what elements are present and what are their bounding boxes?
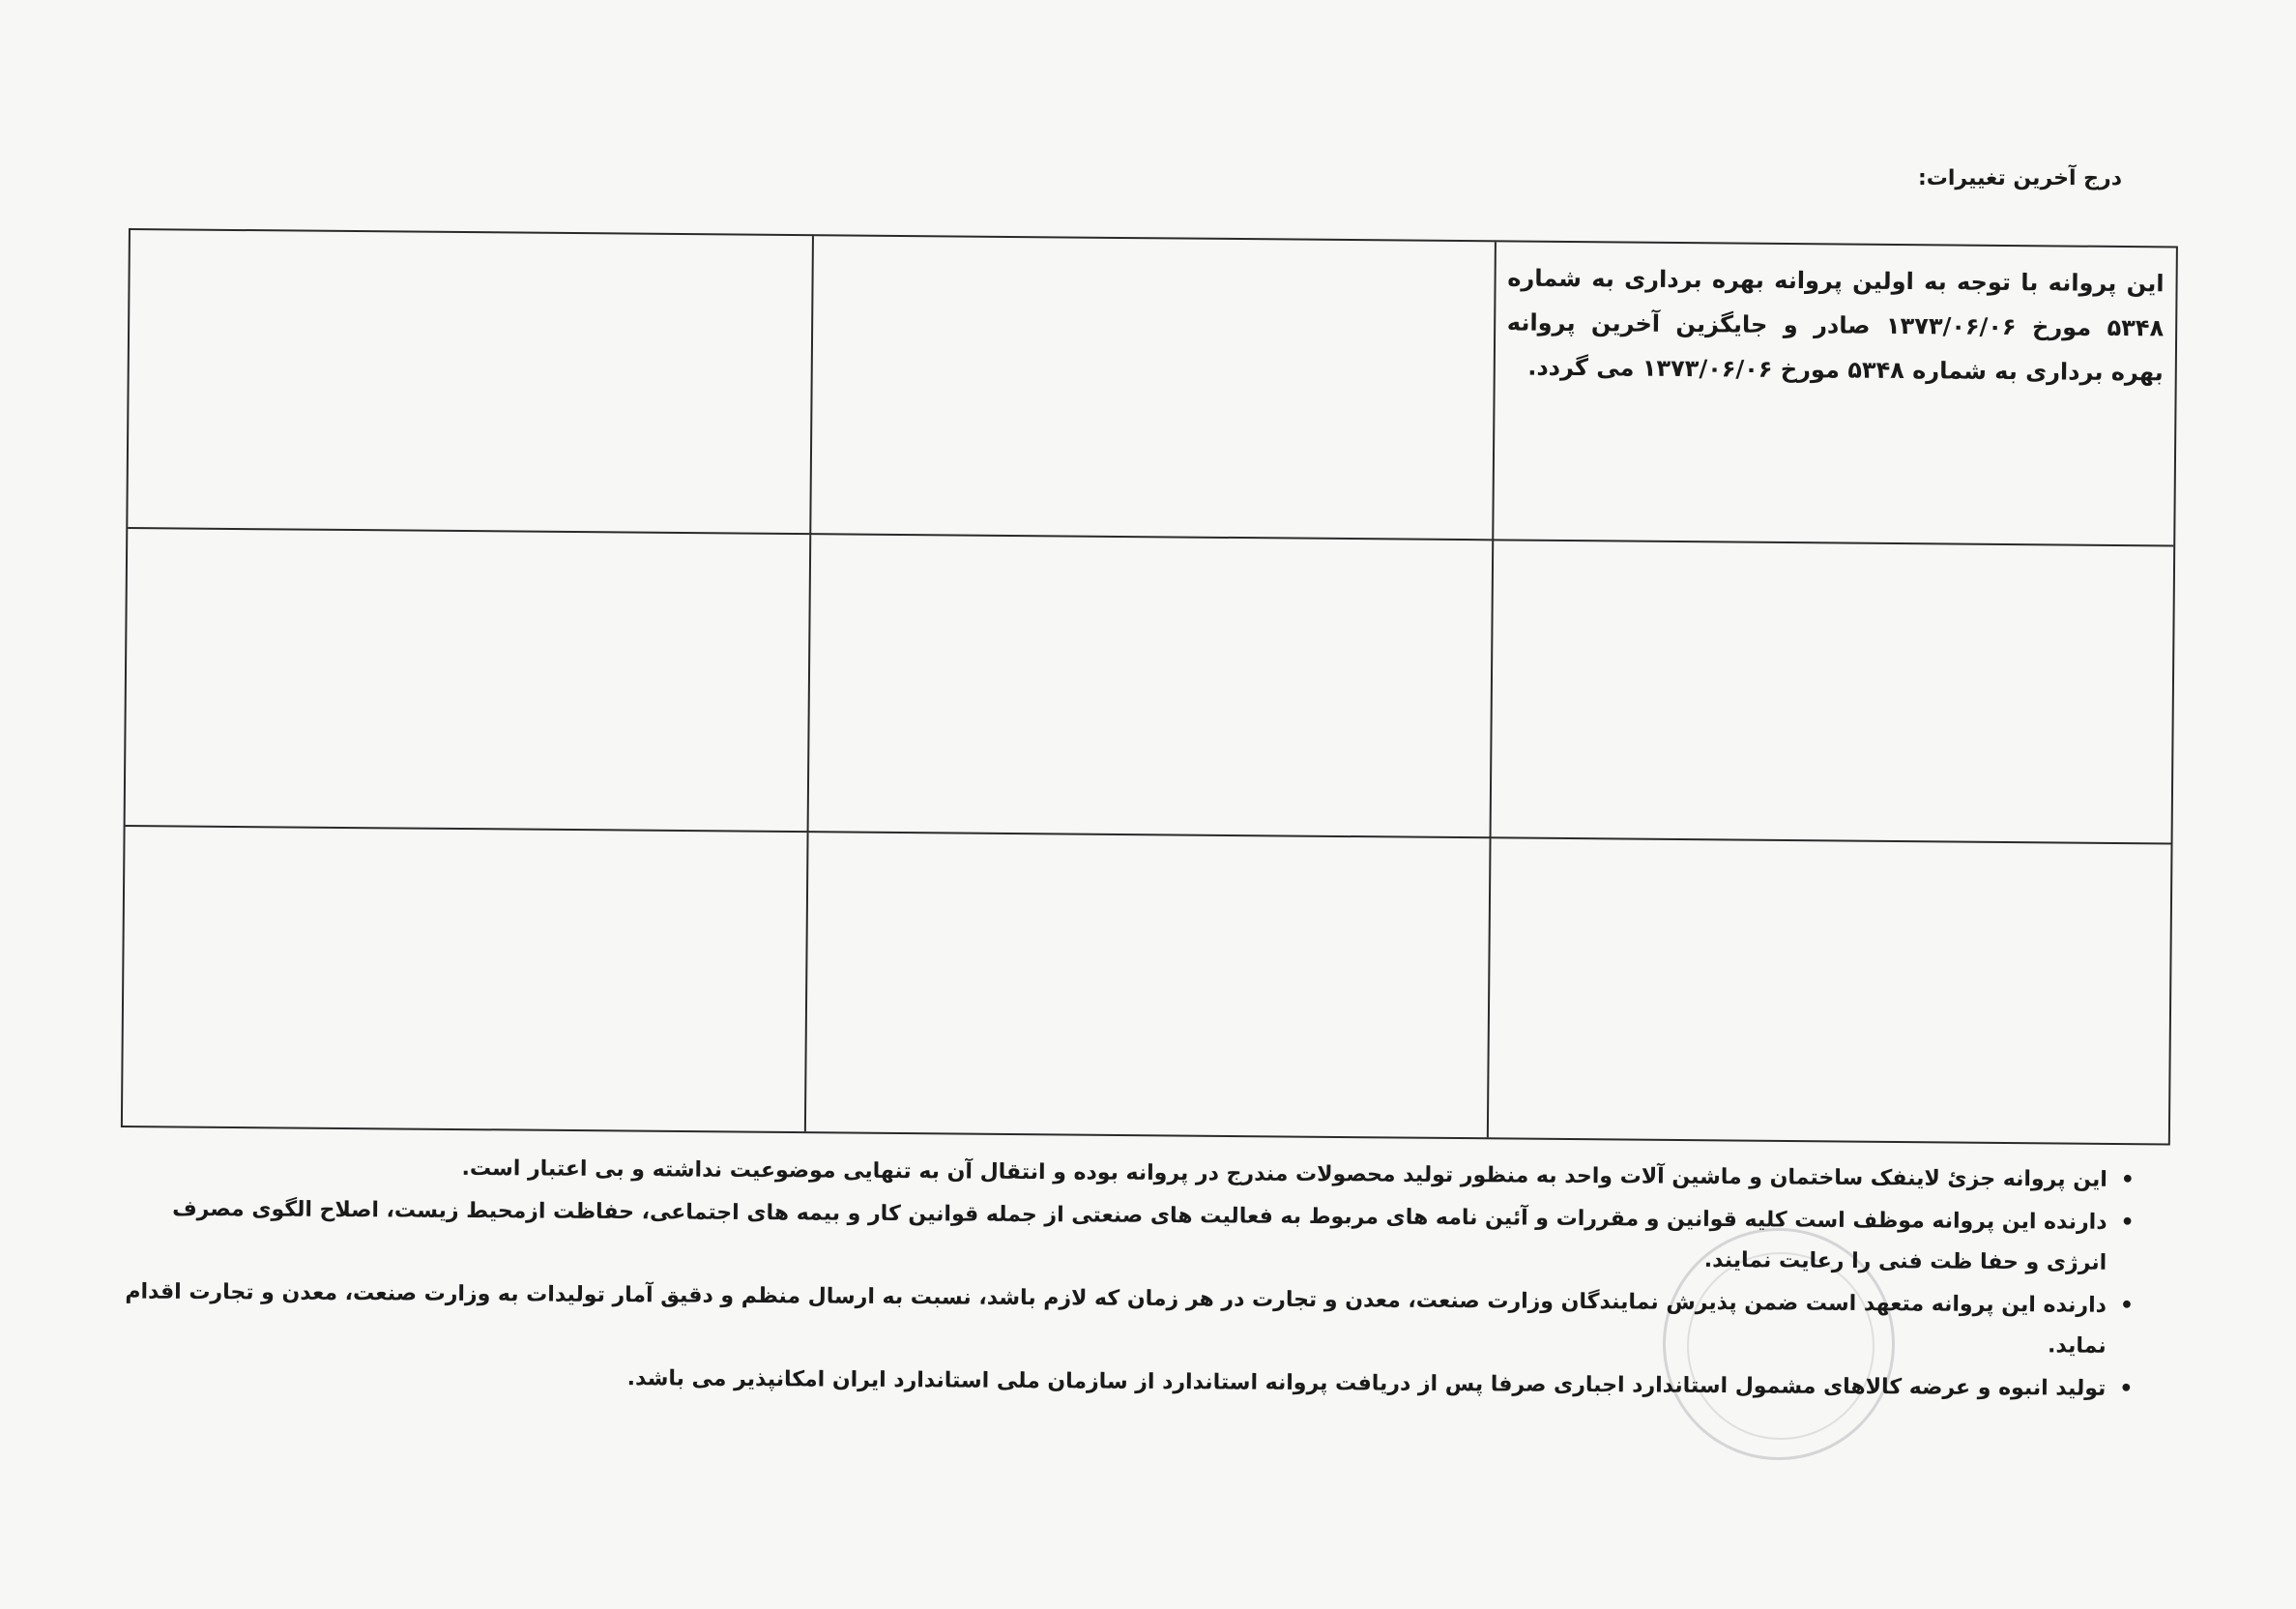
note-item: • دارنده این پروانه موظف است کلیه قوانین و مقررات و آئین نامه های مربوط به فعالیت های صنعتی از جمله قوانین کار و بیمه های اجتماعی، حفاظت ازمحیط زیست، اصلاح الگوی مصرف انرژی و حفا ظت فنی را رعایت نمایند. [125,1188,2107,1283]
cell-text [139,542,798,548]
table-cell [1492,242,2176,546]
table-cell [1489,541,2173,845]
table-cell [810,236,1495,541]
cell-text [823,548,1479,554]
changes-heading: درج آخرین تغییرات: [1917,166,2122,190]
notes-list [124,1146,2136,1412]
table-cell [804,833,1489,1137]
cell-text [136,840,795,846]
note-item: • این پروانه جزئ لاینفک ساختمان و ماشین آلات واحد به منظور تولید محصولات مندرج در پروانه بوده و انتقال آن به تنهایی موضوعیت نداشته و بی اعتبار است. [126,1146,2107,1200]
cell-text: این پروانه با توجه به اولین پروانه بهره برداری به شماره ۵۳۴۸ مورخ ۱۳۷۳/۰۶/۰۶ صادر و جایگزین آخرین پروانه بهره برداری به شماره ۵۳۴۸ مورخ ۱۳۷۳/۰۶/۰۶ می گردد. [1506,264,2165,387]
changes-table [121,228,2178,1145]
table-cell [126,529,810,834]
cell-text [821,847,1477,853]
cell-text [826,249,1482,255]
cell-text [1502,853,2159,859]
note-item: • دارنده این پروانه متعهد است ضمن پذیرش نمایندگان وزارت صنعت، معدن و تجارت در هر زمان که لازم باشد، نسبت به ارسال منظم و دقیق آمار تولیدات به وزارت صنعت، معدن و تجارت اقدام نماید. [125,1272,2107,1366]
cell-text [1505,554,2162,560]
table-cell [128,230,812,535]
cell-text [142,244,800,249]
note-item: • تولید انبوه و عرضه کالاهای مشمول استاندارد اجباری صرفا پس از دریافت پروانه استاندارد از سازمان ملی استاندارد ایران امکانپذیر می باشد. [124,1355,2106,1409]
table-cell [807,535,1492,839]
table-cell [1487,839,2171,1144]
table-cell [123,827,807,1131]
